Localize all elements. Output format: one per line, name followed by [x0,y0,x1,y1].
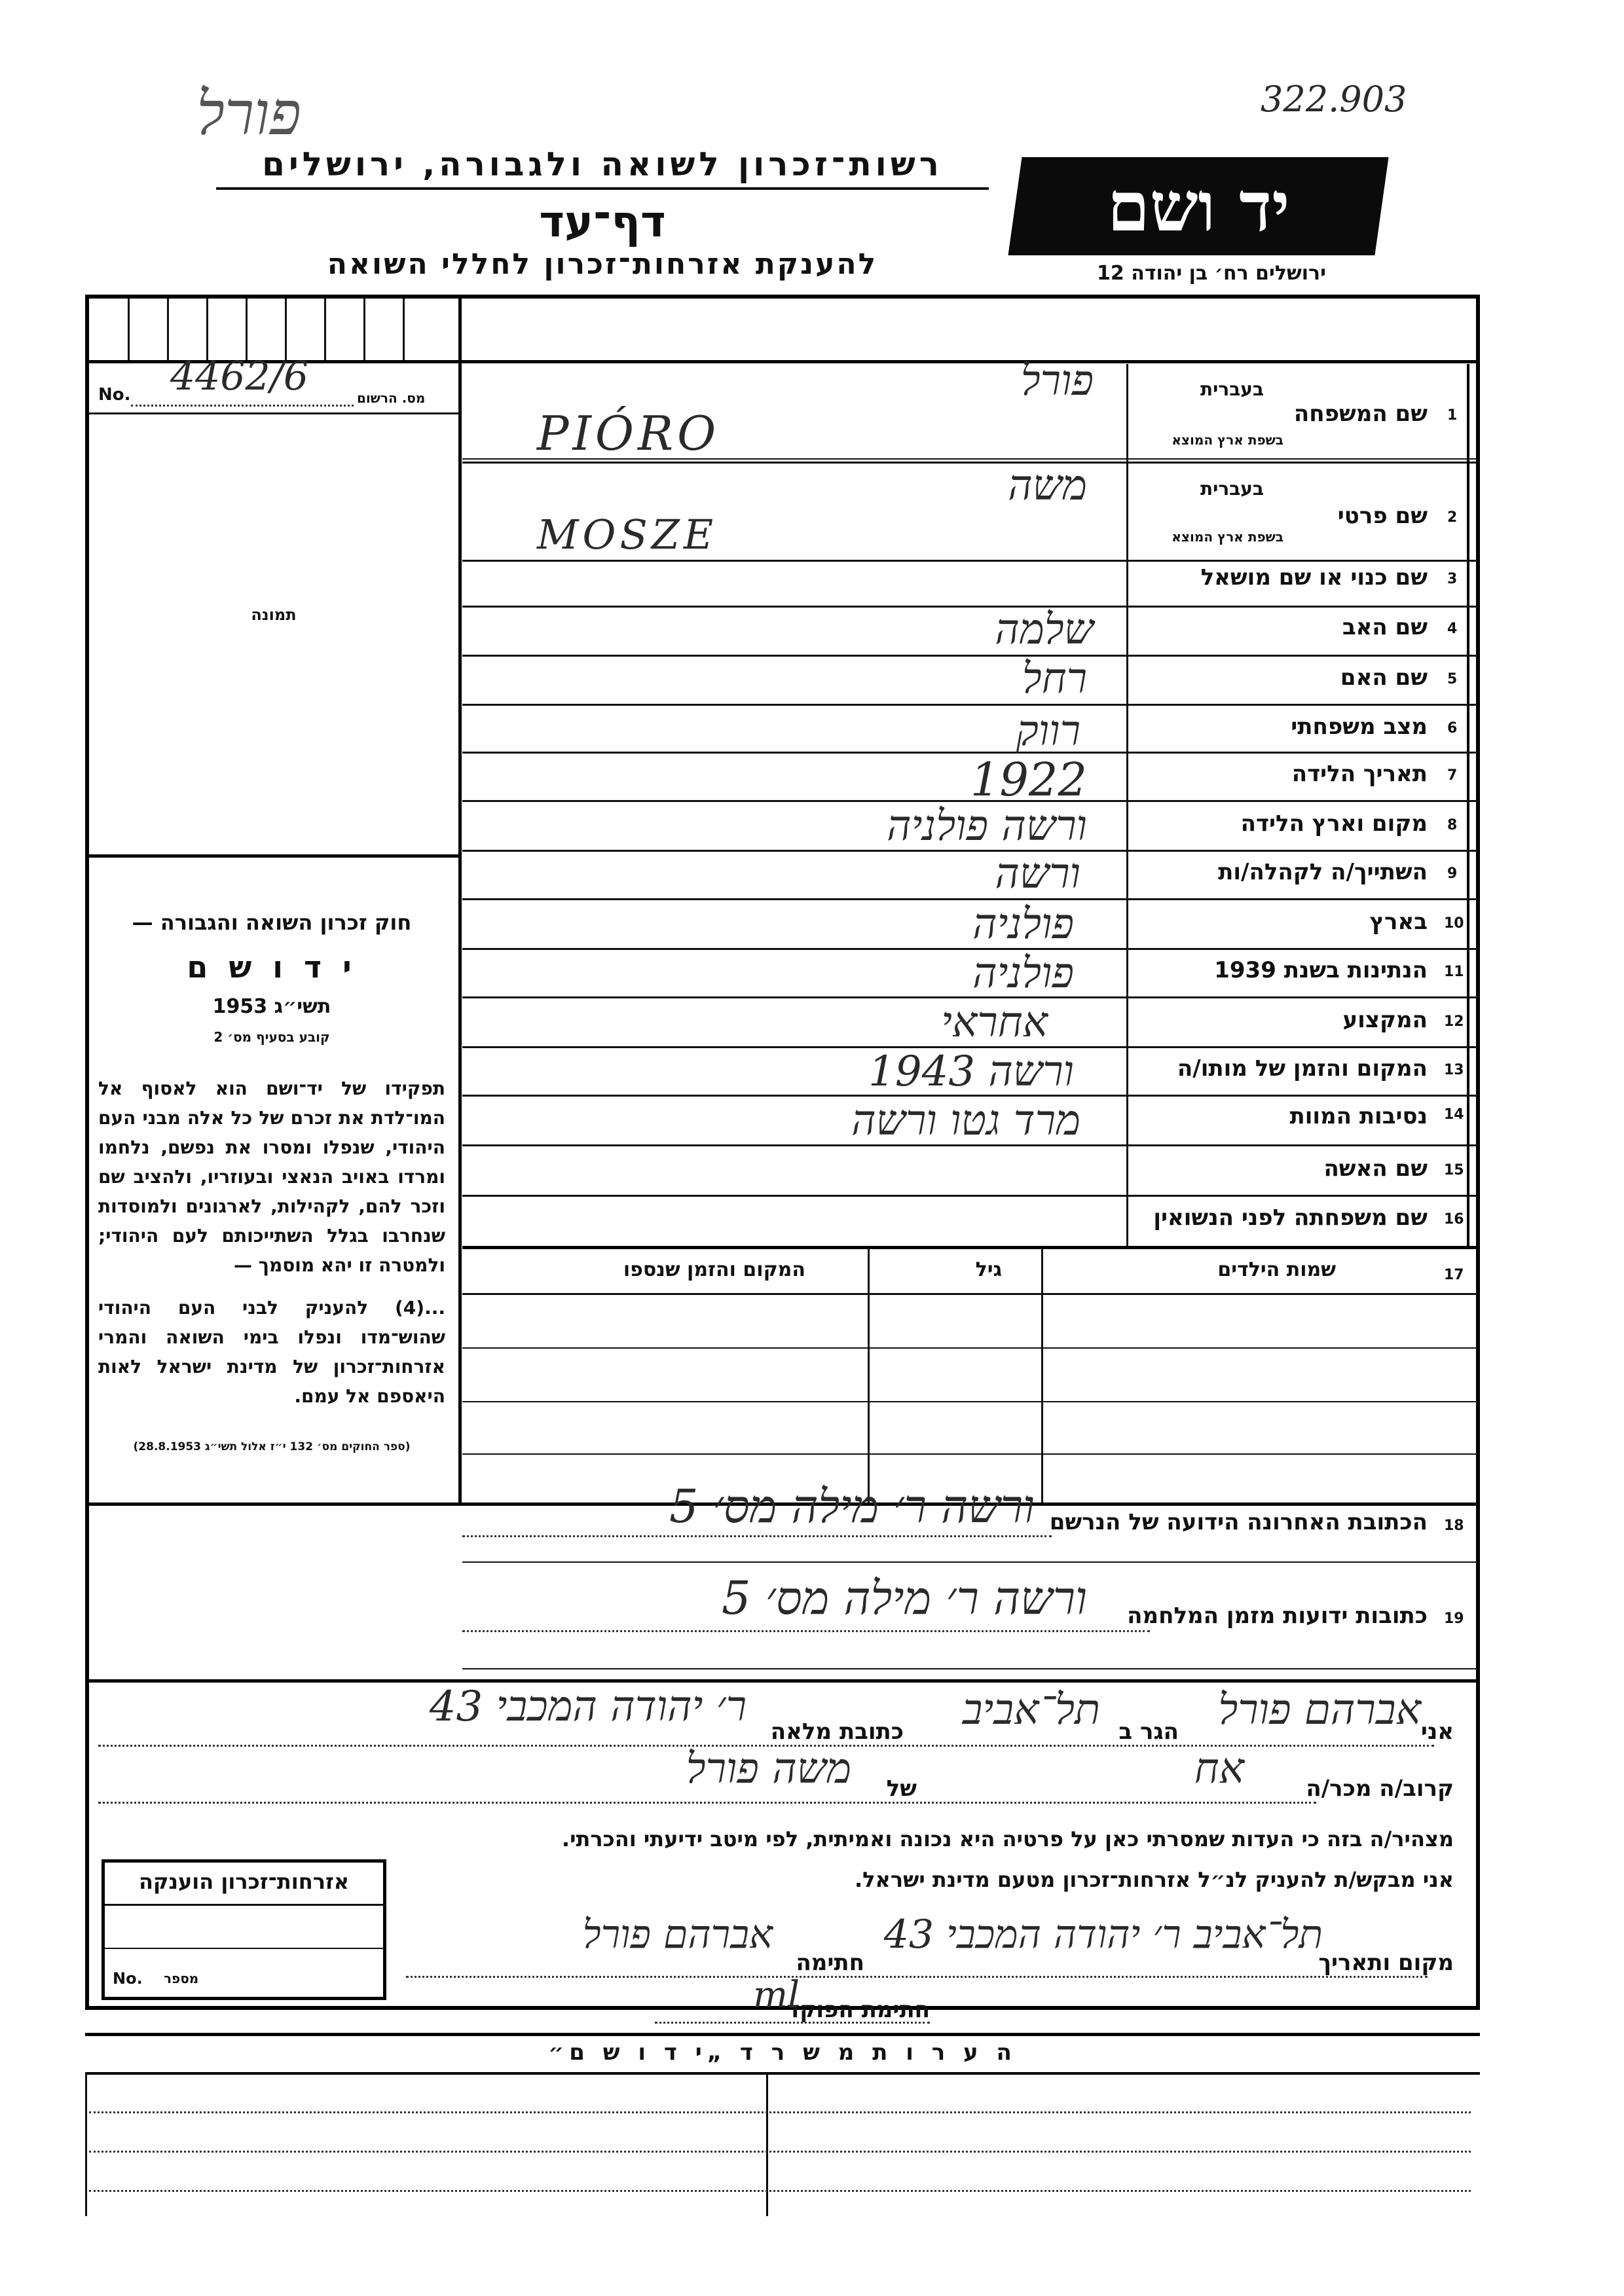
decl-line-4-dots [655,2022,930,2024]
field-7-label: תאריך הלידה [1291,761,1428,787]
field-10-label: בארץ [1369,909,1428,935]
remarks-line-2 [89,2151,1471,2153]
law-clause-ref: קובע בסעיף מס׳ 2 [213,1029,330,1045]
decl-statement: מצהיר/ה בזה כי העדות שמסרתי כאן על פרטיה היא נכונה ואמיתית, לפי מיטב ידיעתי והכרתי. [561,1827,1454,1851]
decl-request: אני מבקש/ת להעניק לנ״ל אזרחות־זכרון מטעם מדינת ישראל. [855,1867,1454,1892]
citizenship-box-title: אזרחות־זכרון הוענקה [138,1869,350,1894]
form-title: דף־עד [539,196,666,247]
field-11-number: 11 [1444,964,1464,980]
field-7-number: 7 [1447,767,1458,784]
logo-address: ירושלים רח׳ בן יהודה 12 [1097,262,1326,285]
decl-of-label: של [886,1776,917,1802]
field-9-label: השתייך/ה לקהלה/ות [1218,859,1428,885]
tick-1 [128,299,130,360]
law-clause4: ...(4) להעניק לבני העם היהודי שהוש־מדו ונפלו בימי השואה והמרי אזרחות־זכרון של מדינת ישראל לאות היאספם אל עמם. [98,1297,445,1407]
tick-7 [363,299,365,360]
citizenship-box-line [105,1904,386,1906]
field-16-label: שם משפחתה לפני הנשואין [1153,1205,1428,1231]
tick-6 [324,299,326,360]
field-2-sub-local: בשפת ארץ המוצא [1172,529,1283,545]
tick-5 [285,299,287,360]
field-11-value: פולניה [972,949,1074,998]
children-col-place: המקום והזמן שנספו [623,1258,805,1281]
field-19-number: 19 [1444,1611,1464,1627]
children-col-divider-1 [868,1248,870,1503]
decl-official-label: חתימת הפוקד [786,1997,930,2023]
tick-8 [403,299,405,360]
decl-city: תל־אביב [962,1686,1100,1734]
field-8-label: מקום וארץ הלידה [1240,811,1428,837]
field-8-number: 8 [1447,817,1458,833]
children-col-names: שמות הילדים [1217,1258,1336,1281]
field-1-label: שם המשפחה [1293,401,1428,427]
field-3-number: 3 [1447,571,1458,587]
field-9-value: ורשה [995,850,1080,898]
field-5-value: רחל [1022,655,1087,703]
field-4-number: 4 [1447,621,1458,637]
field-6-value: רווק [1016,707,1080,756]
field-2-sub-hebrew: בעברית [1200,478,1264,500]
decl-i-label: אני [1420,1719,1454,1745]
left-column-divider [458,295,462,1503]
field-5-label: שם האם [1340,665,1428,691]
remarks-title-underline [85,2072,1480,2075]
field-13-label: המקום והזמן של מותו/ה [1177,1055,1428,1082]
decl-line-2-dots [98,1802,1316,1804]
citizenship-box-line-2 [105,1948,386,1949]
reg-underline [89,412,458,414]
field-12-number: 12 [1444,1013,1464,1030]
decl-declarant: אברהם פורל [1218,1686,1421,1734]
law-title: חוק זכרון השואה והגבורה — [132,910,412,935]
citizenship-box-no: No. [113,1969,143,1988]
decl-address-label: כתובת מלאה [770,1719,904,1745]
children-row-line-2 [462,1401,1477,1402]
addresses-bottom [85,1679,1480,1683]
tick-4 [246,299,248,360]
field-19-label: כתובות ידועות מזמן המלחמה [1127,1603,1428,1629]
decl-relation: אח [1194,1745,1244,1793]
address-line-1 [462,1561,1477,1563]
tick-3 [206,299,208,360]
field-15-number: 15 [1444,1162,1464,1178]
field-2-number: 2 [1447,509,1458,526]
law-year: תשי״ג 1953 [212,995,331,1018]
decl-relation-label: קרוב/ה מכר/ה [1306,1776,1454,1802]
children-col-divider-2 [1041,1248,1043,1503]
field-4-value: שלמה [995,606,1094,654]
address-line-2 [462,1668,1477,1669]
field-9-divider [462,898,1477,900]
field-3-divider [462,606,1477,608]
field-2-value-hebrew: משה [1008,462,1087,510]
label-value-divider [1126,364,1128,1246]
field-1-value-local: PIÓRO [537,406,720,461]
field-18-label: הכתובת האחרונה הידועה של הנרשם [1049,1509,1428,1535]
field-10-number: 10 [1444,915,1464,932]
law-body: תפקידו של יד־ושם הוא לאסוף אל המו־לדת את זכרם של כל אלה מבני העם היהודי, שנפלו ומסרו את נפשם, נלחמו ומרדו באויב הנאצי ובעוזריו, ולהציב שם וזכר להם, לקהילות, לארגונים ולמוסדות שנחרבו בגלל השתייכותם לעם היהודי; ולמטרה זו יהא מוסמך — [98,1078,445,1276]
reg-no-label: No. [98,385,131,405]
field-16-number: 16 [1444,1211,1464,1228]
decl-signature: אברהם פורל [582,1912,773,1958]
field-4-divider [462,655,1477,657]
field-1-sub-hebrew: בעברית [1200,378,1264,400]
field-12-label: המקצוע [1342,1007,1428,1033]
field-5-number: 5 [1447,671,1458,687]
reg-no-dots [131,405,354,407]
field-6-label: מצב משפחתי [1291,714,1428,740]
decl-of-person: משה פורל [686,1745,851,1793]
field-10-divider [462,948,1477,950]
decl-place-date: תל־אביב ר׳ יהודה המכבי 43 [883,1912,1323,1958]
photo-label: תמונה [251,606,297,624]
field-1-number: 1 [1447,407,1458,424]
decl-place-date-label: מקום ותאריך [1318,1950,1454,1976]
field-12-value: אחראי [941,998,1048,1047]
remarks-top [85,2033,1480,2036]
field-13-value: ורשה 1943 [868,1048,1074,1096]
citizenship-box-number-label: מספר [164,1971,199,1986]
field-19-value: ורשה ר׳ מילה מס׳ 5 [721,1571,1087,1625]
reg-label: מס. הרשום [357,390,426,406]
field-2-label: שם פרטי [1337,503,1428,529]
field-1-bottom [462,462,1477,464]
field-13-number: 13 [1444,1062,1464,1078]
field-4-label: שם האב [1342,614,1428,640]
decl-signature-label: חתימה [796,1950,864,1976]
field-14-label: נסיבות המוות [1289,1103,1428,1129]
field-1-sub-local: בשפת ארץ המוצא [1172,432,1283,448]
field-15-label: שם האשה [1323,1156,1428,1182]
right-gutter-line [1467,364,1469,1246]
decl-official-signature: ml [753,1974,800,2016]
decl-resides-label: הגר ב [1118,1719,1179,1745]
field-10-value: פולניה [972,900,1074,949]
field-19-dots [462,1630,1150,1632]
children-col-age: גיל [975,1258,1002,1281]
photo-box-bottom [89,854,458,858]
field-15-divider [462,1195,1477,1197]
field-8-value: ורשה פולניה [887,802,1087,850]
form-subtitle: להענקת אזרחות־זכרון לחללי השואה [327,247,878,281]
field-6-number: 6 [1447,720,1458,737]
field-5-divider [462,704,1477,706]
remarks-line-1 [89,2111,1471,2113]
field-3-label: שם כנוי או שם מושאל [1200,564,1428,591]
children-row-line-1 [462,1347,1477,1349]
authority-line: רשות־זכרון לשואה ולגבורה, ירושלים [216,145,989,190]
field-14-value: מרד גטו ורשה [851,1097,1080,1145]
remarks-line-3 [89,2190,1471,2192]
remarks-divider [766,2072,768,2216]
field-2-value-local: MOSZE [537,511,718,558]
yad-vashem-logo [1008,157,1388,255]
children-header-line [462,1293,1477,1295]
field-18-dots [462,1535,1052,1537]
field-17-number: 17 [1444,1267,1464,1283]
field-16-divider [462,1246,1477,1249]
file-number: 322.903 [1261,79,1407,120]
corner-handwritten-name: פורל [196,79,301,149]
field-18-number: 18 [1444,1518,1464,1534]
field-7-value: 1922 [970,753,1087,807]
field-9-number: 9 [1447,866,1458,882]
children-row-line-3 [462,1453,1477,1455]
field-18-value: ורשה ר׳ מילה מס׳ 5 [669,1480,1035,1533]
decl-line-3-dots [406,1976,1428,1978]
logo-text: יד ושם [1107,166,1290,247]
decl-address: ר׳ יהודה המכבי 43 [429,1683,747,1731]
remarks-title: ה ע ר ו ת מ ש ר ד „י ד ו ש ם״ [548,2039,1017,2066]
field-14-number: 14 [1444,1106,1464,1123]
law-reference: (ספר החוקים מס׳ 132 י״ז אלול תשי״ג 28.8.1953) [133,1440,411,1453]
remarks-left-edge [85,2072,87,2216]
field-1-value-hebrew: פורל [1020,357,1094,405]
field-2-divider [462,560,1477,562]
reg-number: 4462/6 [170,354,309,399]
law-org: י ד ו ש ם [187,949,357,985]
field-11-label: הנתינות בשנת 1939 [1214,957,1428,983]
tick-2 [167,299,169,360]
